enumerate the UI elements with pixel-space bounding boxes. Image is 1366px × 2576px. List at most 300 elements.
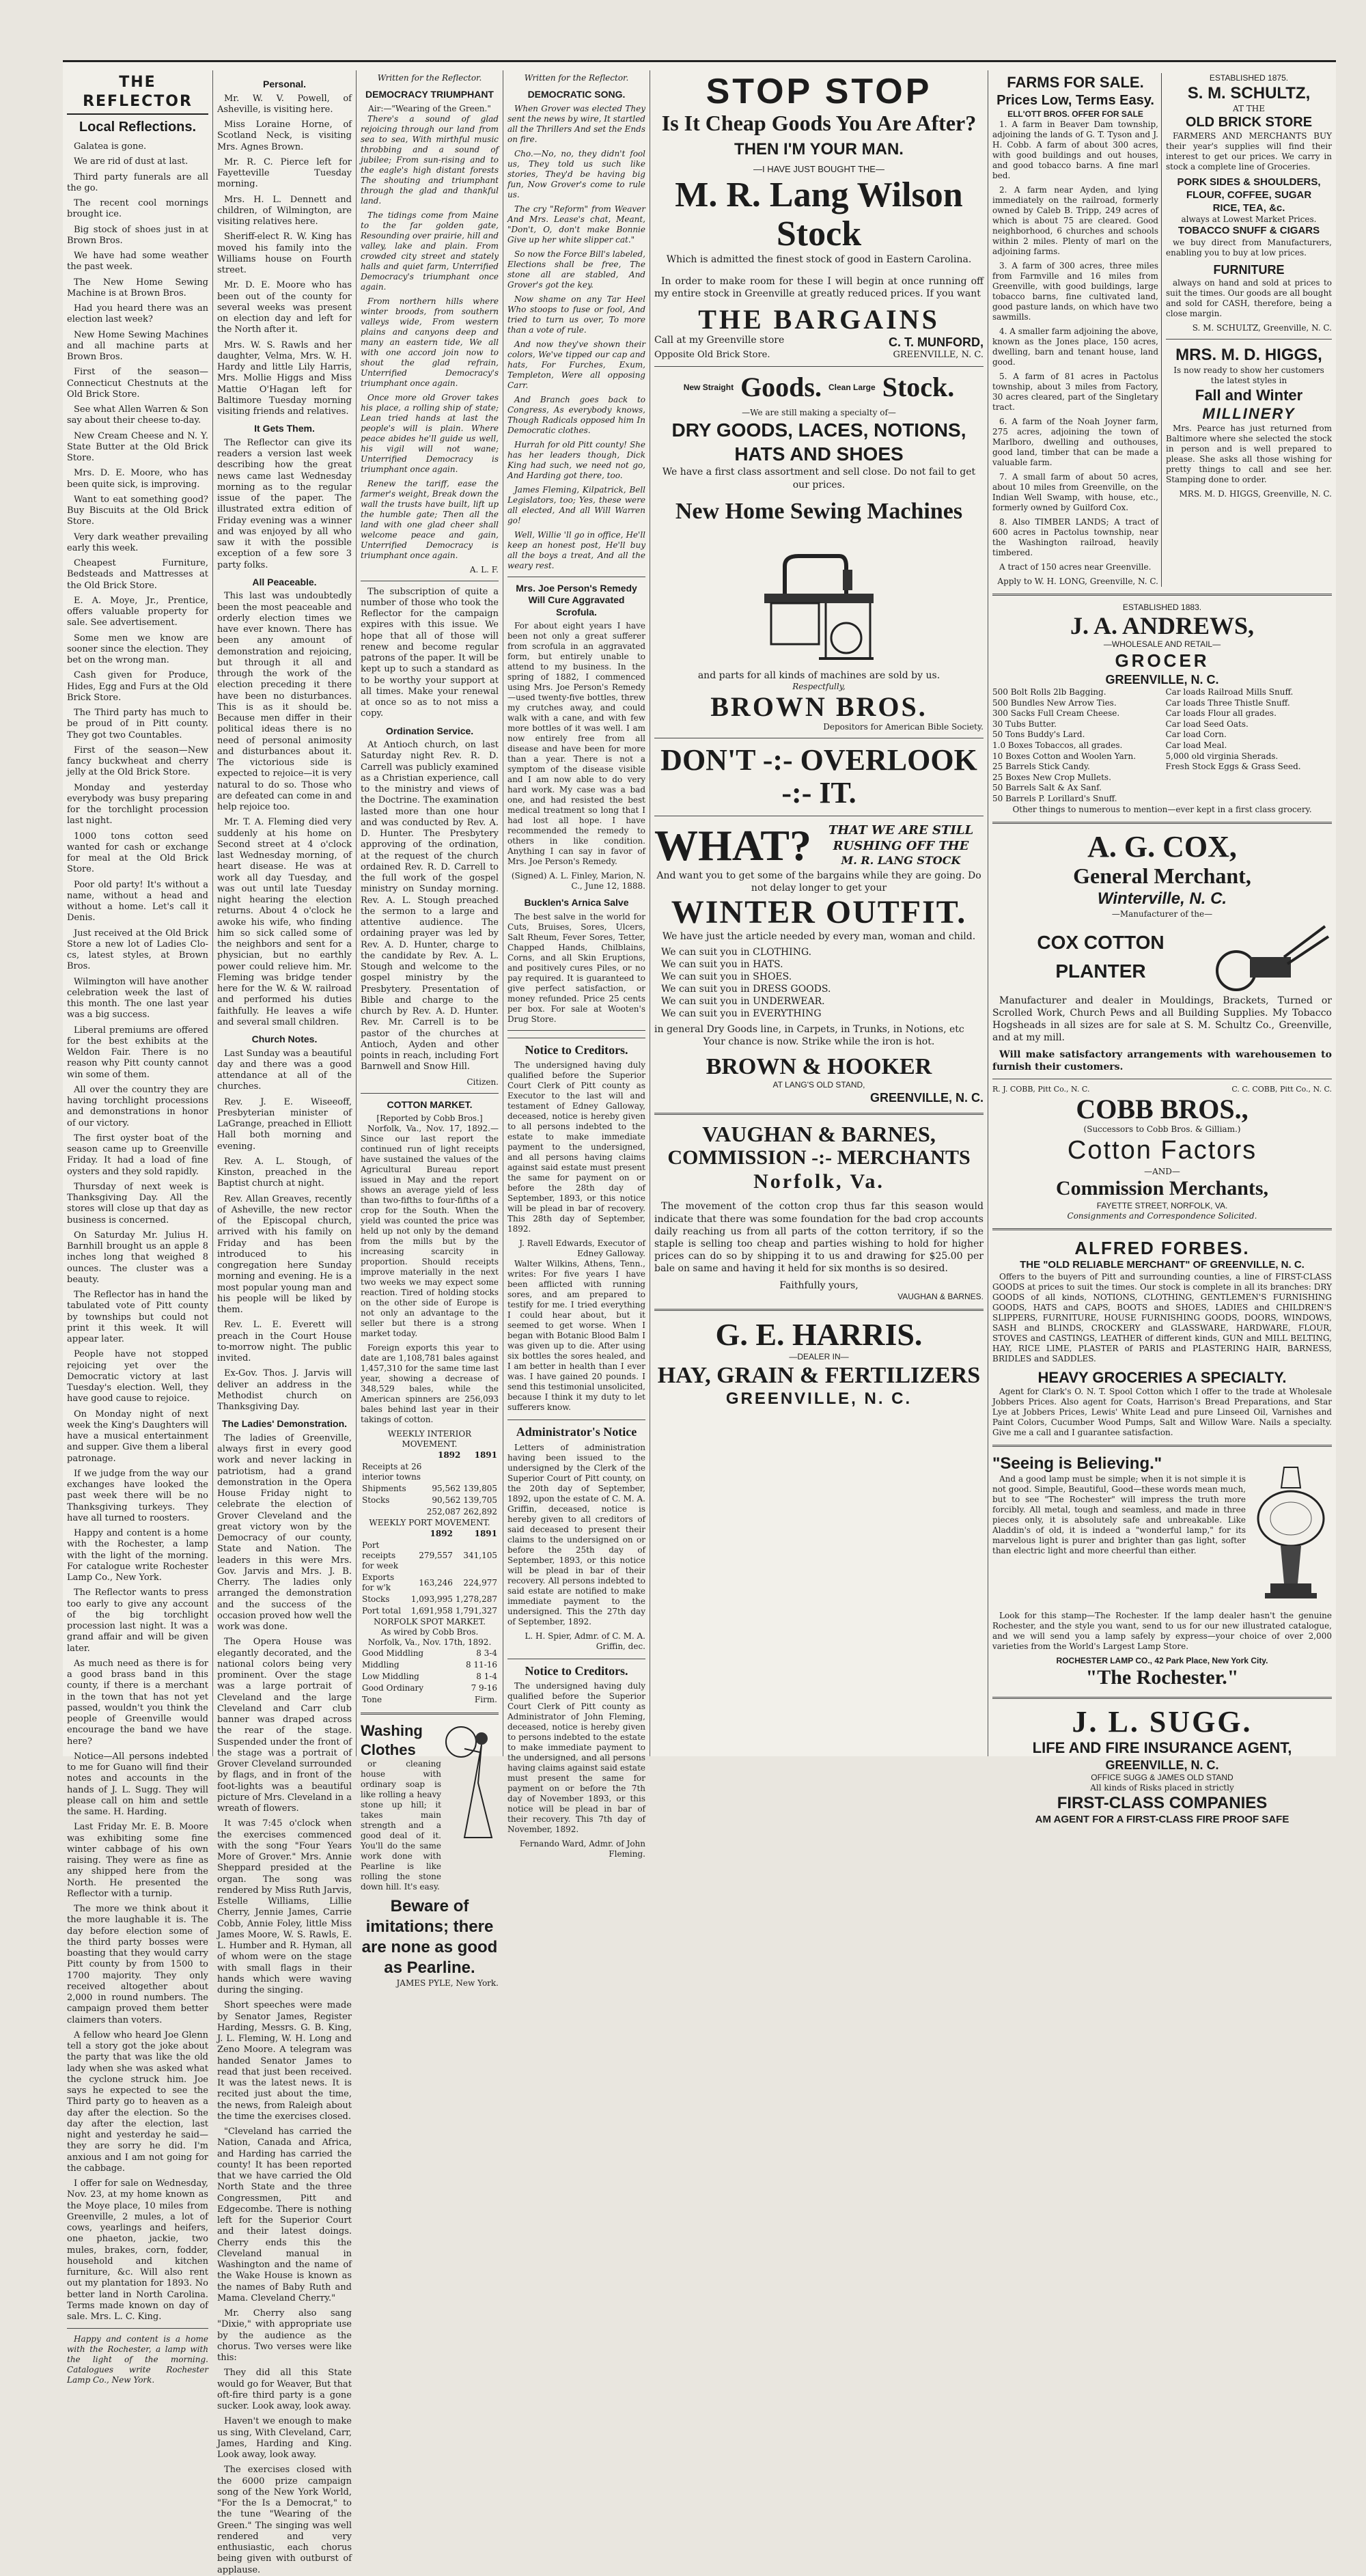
song-subtitle: Written for the Reflector.	[524, 73, 629, 83]
song-stanza: And Branch goes back to Congress, As everybody knows, Though Radicals opposed him In Democratic clothes.	[507, 394, 645, 435]
pearline-ad-body: or cleaning house with ordinary soap is like rolling a heavy stone up hill; it takes main strength and a good deal of it. You'll do the same work done with Pearline is like rolling the stone down hill. It's easy.	[361, 1759, 441, 1892]
bargains-heading: THE BARGAINS	[698, 303, 940, 335]
andrews-footer: Other things to numerous to mention—ever kept in a first class grocery.	[1012, 804, 1312, 814]
cox-town: Winterville, N. C.	[1097, 889, 1227, 908]
andrews-item: Car loads Three Thistle Snuff.	[1165, 697, 1290, 708]
andrews-item: 5,000 old virginia Sherads.	[1165, 751, 1279, 761]
poem-title: DEMOCRACY TRIUMPHANT	[365, 89, 494, 100]
andrews-item: Car loads Flour all grades.	[1165, 708, 1277, 719]
munford-row-2	[654, 350, 984, 361]
section-title-all-peaceable: All Peaceable.	[252, 576, 317, 587]
divider	[654, 366, 984, 367]
spot-market-sub: As wired by Cobb Bros.	[380, 1627, 479, 1637]
notice-creditors-title-2: Notice to Creditors.	[507, 1659, 645, 1679]
local-item: I offer for sale on Wednesday, Nov. 23, at my home known as the Moye place, 10 miles from Greenville, 2 mules, a lot of cows, yearlings and heifers, one phaeton, jackie, two mules, brakes, corn, fodder, household and kitchen furniture, &c. Will also rent out my plantation for 1893. No better land in North Carolina. Terms made known on day of sale. Mrs. L. C. King.	[67, 2178, 208, 2322]
local-item: The Reflector has in hand the tabulated vote of Pitt county by townships but could not print it this week. It will appear later.	[67, 1290, 208, 1344]
local-item: Poor old party! It's without a name, without a head and without a home. Let's call it Denis.	[67, 879, 208, 924]
rochester-footer-note: Happy and content is a home with the Rochester, a lamp with the light of the morning. Catalogues write Rochester Lamp Co., New York.	[67, 2334, 208, 2385]
andrews-name: J. A. ANDREWS,	[1070, 611, 1255, 639]
table-cell: Port total	[362, 1606, 402, 1616]
general-goods-text: in general Dry Goods line, in Carpets, in Trunks, in Notions, etc	[654, 1023, 964, 1035]
local-item: If we judge from the way our exchanges have looked the past week there will be no Thanksgiving turkeys. They have all turned to roosters.	[67, 1468, 208, 1523]
notice-creditors-text-2: The undersigned having duly qualified before the Superior Court Clerk of Pitt county as Administrator of John Fleming, deceased, notice is hereby given to persons indebted to the estate to make immediate payment to the undersigned, and all persons having claims against said estate must present the same for payment on or before the 7th day of November 1893, or this notice will be plead in bar of their recovery. This 7th day of November, 1892.	[507, 1681, 645, 1834]
divider	[992, 1228, 1332, 1230]
higgs-millinery: MILLINERY	[1202, 405, 1296, 422]
arnica-text: The best salve in the world for Cuts, Bruises, Sores, Ulcers, Salt Rheum, Fever Sores, Tetter, Chapped Hands, Chilblains, Corns, and all Skin Eruptions, and positively cures Piles, or no pay required. It is guaranteed to give perfect satisfaction, or money refunded. Price 25 cents per box. For sale at Wooten's Drug Store.	[507, 911, 645, 1024]
forbes-name: ALFRED FORBES.	[1074, 1237, 1250, 1258]
scrofula-text: For about eight years I have been not only a great sufferer from scrofula in an aggravated form, but entirely unable to attend to my business. In the spring of 1882, I commenced using Mrs. Joe Person's Remedy—used twenty-five bottles, threw my crutches away, and could walk with a cane, and with few more bottles of it was well. I am now entirely free from all disease and have been for more than a year. There is not a symptom of the disease visible and I am now able to do very hard work. My case was a bad one, and had resisted the best medical treatment so long that I had lost all hope. I have recommended the remedy to others in like condition. Anything I can say in favor of Mrs. Joe Person's Remedy.	[507, 621, 645, 866]
song-stanza: When Grover was elected They sent the news by wire, It startled all the Thrillers And set the Ends on fire.	[507, 103, 645, 144]
divider	[992, 1697, 1332, 1699]
local-item: Wilmington will have another celebration week the last of this month. The one last year was a big success.	[67, 976, 208, 1021]
table-cell: 224,977	[463, 1577, 497, 1588]
andrews-item: 25 Barrels Stick Candy.	[992, 762, 1090, 772]
local-item: Big stock of shoes just in at Brown Bros.	[67, 224, 208, 246]
sugg-office: OFFICE SUGG & JAMES OLD STAND	[1091, 1773, 1233, 1783]
section-title-it-gets-them: It Gets Them.	[254, 423, 315, 434]
cobb-name: COBB BROS.,	[1076, 1093, 1249, 1124]
pearline-ad	[361, 1721, 499, 1896]
forbes-agent: Agent for Clark's O. N. T. Spool Cotton which I offer to the trade at Wholesale Jobbers Prices. Also agent for Coats, Harrison's Bread Preparations, and Star Lye at Jobbers Prices, Lewis' White Lead and pure Linseed Oil, Varnishes and Paint Colors, Cucumber Wood Pumps, Salt and Willow Ware. Nails a specialty. Give me a call and I guarantee satisfaction.	[992, 1387, 1332, 1438]
poem-stanza: The tidings come from Maine to the far golden gate, Resounding over prairie, hill and valley, lake and plain. From crowded city street and stately halls and quiet farm, Unterrified Democracy's triumphant once again.	[361, 210, 499, 292]
church-note: Rev. J. E. Wiseeoff, Presbyterian minister of LaGrange, preached in Elliott Hall both morning and evening.	[217, 1096, 352, 1152]
ordination-signature: Citizen.	[466, 1077, 499, 1087]
munford-name: C. T. MUNFORD,	[889, 335, 984, 349]
personal-item: Mr. D. E. Moore who has been out of the county for several weeks was present on election day and left for the North after it.	[217, 280, 352, 335]
table-cell: 1,278,287	[455, 1594, 497, 1604]
column-ads-right	[988, 70, 1336, 1826]
port-movement-table	[361, 1528, 499, 1617]
table-row	[361, 1461, 499, 1483]
poem-signature: A. L. F.	[469, 564, 499, 574]
table-cell: 139,705	[463, 1495, 497, 1505]
andrews-item: Fresh Stock Eggs & Grass Seed.	[1165, 762, 1301, 772]
local-item: On Saturday Mr. Julius H. Barnhill brought us an apple 8 inches long that weighed 8 ounces. The cluster was a beauty.	[67, 1230, 208, 1285]
schultz-higgs-ads	[1166, 73, 1332, 587]
andrews-item: Car loads Railroad Mills Snuff.	[1165, 687, 1294, 697]
farms-apply: Apply to W. H. LONG, Greenville, N. C.	[997, 576, 1158, 586]
seeing-dealer-text: Look for this stamp—The Rochester. If the lamp dealer hasn't the genuine Rochester, and the style you want, send to us for our new illustrated catalogue, and we will send you a lamp safely by express—your choice of over 2,000 varieties from the World's Largest Lamp Store.	[992, 1611, 1332, 1652]
pearline-beware: Beware of imitations; there are none as good as Pearline.	[361, 1897, 498, 1977]
local-item: Notice—All persons indebted to me for Guano will find their notes and accounts in the hands of J. L. Sugg. They will please call on him and settle the same. H. Harding.	[67, 1751, 208, 1817]
suits-list	[661, 946, 984, 1021]
andrews-item: Car load Seed Oats.	[1165, 719, 1249, 729]
andrews-list-right	[1166, 687, 1333, 805]
andrews-item: 300 Sacks Full Cream Cheese.	[992, 708, 1120, 719]
farm-listing: 4. A smaller farm adjoining the above, known as the Jones place, 150 acres, dwelling, barn and tenant house, land good.	[992, 326, 1158, 367]
seeing-believing-text: And a good lamp must be simple; when it is not simple it is not good. Simple, Beautiful, Good—these words mean much, but to see "The Rochester" will impress the truth more forcibly. All metal, tough and seamless, and made in three pieces only, it is absolutely safe and unbreakable. Like Aladdin's of old, it is indeed a "wonderful lamp," for its marvelous light is purer and brighter than gas light, softer than electric light and more cheerful than either.	[992, 1474, 1246, 1556]
lang-wilson-stock-desc: Which is admitted the finest stock of good in Eastern Carolina.	[666, 254, 972, 266]
table-header-cell: 1892	[437, 1450, 461, 1460]
cobb-consignments: Consignments and Correspondence Solicited.	[1067, 1210, 1257, 1221]
table-header-cell	[361, 1450, 426, 1461]
poem-subtitle: Written for the Reflector.	[377, 73, 482, 83]
spot-market-table	[361, 1648, 499, 1706]
local-item: E. A. Moye, Jr., Prentice, offers valuable property for sale. See advertisement.	[67, 595, 208, 628]
ladies-demo-paragraph: The exercises closed with the 6000 prize campaign song of the New York World, "For the Is a Democrat," to the tune "Wearing of the Green." The singing was well rendered and very enthusiastic, each chorus being given with outburst of applause.	[217, 2465, 352, 2575]
local-item: On Monday night of next week the King's Daughters will have a musical entertainment and supper. Give them a liberal patronage.	[67, 1409, 208, 1464]
table-header-cell	[361, 1528, 410, 1540]
sugg-safe: AM AGENT FOR A FIRST-CLASS FIRE PROOF SAFE	[1035, 1814, 1290, 1826]
table-cell: 163,246	[419, 1577, 453, 1588]
port-movement-title: WEEKLY PORT MOVEMENT.	[369, 1518, 490, 1527]
suit-line: We can suit you in UNDERWEAR.	[661, 996, 825, 1008]
table-cell: 8 1-4	[476, 1672, 497, 1681]
local-item: We are rid of dust at last.	[74, 156, 189, 167]
local-item: People have not stopped rejoicing yet over the Democratic victory at last Tuesday's election. Well, they have good cause to rejoice.	[67, 1349, 208, 1404]
pearline-signature: JAMES PYLE, New York.	[396, 1978, 499, 1988]
new-goods-line	[654, 372, 984, 402]
brown-hooker-town: GREENVILLE, N. C.	[869, 1091, 984, 1105]
farm-listing: 8. Also TIMBER LANDS; A tract of 600 acres in Pactolus township, near the Washington railroad, heavily timbered.	[992, 516, 1158, 557]
farms-list	[992, 120, 1158, 572]
pearline-ad-title: Washing Clothes	[361, 1722, 423, 1758]
church-note: Ex-Gov. Thos. J. Jarvis will deliver an address in the Methodist church on Thanksgiving Day.	[217, 1368, 352, 1412]
higgs-name: MRS. M. D. HIGGS,	[1175, 345, 1322, 364]
cheap-goods-question: Is It Cheap Goods You Are After?	[661, 110, 977, 135]
schultz-furniture-text: always on hand and sold at prices to suit the times. Our goods are all bought and sold for CASH, therefore, being a close margin.	[1166, 277, 1332, 318]
new-straight-label: New Straight	[683, 382, 734, 392]
andrews-town: GREENVILLE, N. C.	[1105, 672, 1219, 687]
andrews-established: ESTABLISHED 1883.	[1122, 602, 1202, 612]
farm-listing: 7. A small farm of about 50 acres, about 10 miles from Greenville, on the Indian Well Swamp, with house, etc., formerly owned by Guilford Cox.	[992, 471, 1158, 512]
local-item: The first oyster boat of the season came up to Greenville Friday. It had a load of fine oysters and they sold rapidly.	[67, 1133, 208, 1177]
schultz-item-2: FLOUR, COFFEE, SUGAR	[1186, 189, 1312, 201]
divider	[67, 2328, 208, 2329]
ladies-demonstration-text	[217, 1433, 352, 2576]
cotton-market-reporter: [Reported by Cobb Bros.]	[376, 1113, 483, 1123]
local-item: Liberal premiums are offered for the best exhibits at the Weldon Fair. There is no reason why Pitt county cannot win some of them.	[67, 1025, 208, 1080]
table-cell: Tone	[362, 1695, 382, 1704]
stock-label: Stock.	[882, 372, 955, 403]
notice-creditors-text-1: The undersigned having duly qualified before the Superior Court Clerk of Pitt county as Executor to the last will and testament of Edney Galloway, deceased, notice is hereby given to all persons indebted to the estate to make immediate payment to the undersigned, and all persons having claims against said estate must present the same for payment on or before the 28th day of September, 1893, or this notice will be plead in bar of recovery. This 28th day of September, 1892.	[507, 1060, 645, 1234]
schultz-lowest: always at Lowest Market Prices.	[1181, 214, 1317, 225]
local-item: See what Allen Warren & Son say about their cheese to-day.	[67, 404, 208, 426]
dont-overlook-heading: DON'T -:- OVERLOOK -:- IT.	[660, 743, 977, 810]
local-item: 1000 tons cotton seed wanted for cash or exchange for meal at the Old Brick Store.	[67, 831, 208, 875]
what-right-1: THAT WE ARE STILL	[828, 823, 974, 838]
table-row	[361, 1682, 499, 1694]
andrews-list-left	[992, 687, 1159, 805]
testimonial-text: Walter Wilkins, Athens, Tenn., writes: For five years I have been afflicted with running sores, and am prepared to testify for me. I tried everything I could hear about, but it seemed to get worse. When I began with Botanic Blood Balm I was given up to die. After using six bottles the sores healed, and I am better in health than I ever was. I have gained 20 pounds. I send this testimonial unsolicited, because I think it my duty to let sufferers know.	[507, 1259, 645, 1412]
andrews-item: 50 Tons Buddy's Lard.	[992, 730, 1085, 740]
notice-creditors-title-1: Notice to Creditors.	[507, 1038, 645, 1058]
what-right-3: M. R. LANG STOCK	[841, 854, 961, 868]
andrews-item: 1.0 Boxes Tobaccos, all grades.	[992, 740, 1123, 751]
faithfully: Faithfully yours,	[779, 1279, 859, 1291]
rochester-company: ROCHESTER LAMP CO., 42 Park Place, New York City.	[1056, 1656, 1268, 1666]
local-item: Just received at the Old Brick Store a new lot of Ladies Clo-cs, latest styles, at Brown Bros.	[67, 928, 208, 972]
personal-item: Mr. R. C. Pierce left for Fayetteville Tuesday morning.	[217, 156, 352, 190]
cox-planter-row	[992, 919, 1332, 995]
table-cell: 8 11-16	[465, 1660, 497, 1670]
local-item: Some men we know are sooner since the election. They bet on the wrong man.	[67, 633, 208, 665]
local-item: The Reflector wants to press too early to give any account of the big torchlight procession last night. It was a grand affair and will be given later.	[67, 1588, 208, 1654]
table-header-cell: 1891	[474, 1450, 497, 1460]
column-democracy	[357, 70, 503, 1988]
poem-stanza: From northern hills where winter broods, from southern valleys wide, From western plains and canyons deep and many an eastern tide, We all with one accord join now to shout the glad refrain, Unterrified Democracy's triumphant once again.	[361, 296, 499, 388]
divider	[654, 1113, 984, 1115]
farms-prices: Prices Low, Terms Easy.	[996, 92, 1154, 108]
vaughan-barnes-name: VAUGHAN & BARNES,	[702, 1121, 936, 1146]
divider	[507, 1030, 645, 1031]
needed-text: We have just the article needed by every man, woman and child.	[662, 931, 976, 943]
what-row	[654, 822, 984, 870]
make-room-text: In order to make room for these I will begin at once running off my entire stock in Greenville at greatly reduced prices. If you want	[654, 276, 984, 300]
sugg-risks: All kinds of Risks placed in strictly	[1090, 1783, 1234, 1793]
column-ads-center	[650, 70, 988, 1756]
brown-bros-name: BROWN BROS.	[710, 691, 928, 722]
table-cell: 262,892	[463, 1507, 497, 1516]
table-row	[361, 1648, 499, 1659]
church-note: Rev. A. L. Stough, of Kinston, preached in the Baptist church at night.	[217, 1156, 352, 1189]
lang-wilson-stock-title: M. R. Lang Wilson Stock	[675, 175, 963, 253]
table-row	[361, 1483, 499, 1495]
local-item: The recent cool mornings brought ice.	[67, 198, 208, 220]
table-cell: 90,562	[432, 1495, 461, 1505]
poem-stanza: Renew the tariff, ease the farmer's weight, Break down the wall the trusts have built, lift up the humble gate; Then all the land with one glad cheer shall welcome peace and gain, Unterrified Democracy is triumphant once again.	[361, 478, 499, 560]
what-heading: WHAT?	[654, 820, 811, 870]
want-bargains-text: And want you to get some of the bargains while they are going. Do not delay longer to get your	[656, 870, 981, 894]
song-stanzas	[507, 104, 645, 571]
table-cell: 252,087	[426, 1507, 461, 1516]
table-row	[361, 1605, 499, 1617]
machine-parts-text: and parts for all kinds of machines are sold by us.	[697, 669, 940, 681]
chance-text: Your chance is now. Strike while the iron is hot.	[703, 1036, 935, 1047]
local-item: The New Home Sewing Machine is at Brown Bros.	[67, 277, 208, 299]
brown-hooker-name: BROWN & HOOKER	[706, 1054, 932, 1080]
harris-name: G. E. HARRIS.	[715, 1316, 923, 1352]
ladies-demo-paragraph: It was 7:45 o'clock when the exercises commenced with the song "Four Years More of Grover." Mrs. Annie Sheppard presided at the organ. The song was rendered by Miss Ruth Jarvis, Estelle Williams, Lillie Cherry, Jennie James, Carrie Cobb, Annie Foley, little Miss James Moore, W. S. Rawls, E. L. Humber and R. Hyman, all of whom were on the stage with small flags in their hands which were waving during the singing.	[217, 1818, 352, 1995]
higgs-text: Mrs. Pearce has just returned from Baltimore where she selected the stock in person and is well prepared to please. She asks all those wishing for pretty things to call and see her. Stamping done to order.	[1166, 423, 1332, 484]
opposite-store-text: Opposite Old Brick Store.	[654, 350, 770, 361]
rochester-lamp-illustration-icon	[1250, 1454, 1332, 1611]
table-row	[361, 1694, 499, 1706]
section-title-ordination: Ordination Service.	[385, 725, 474, 736]
table-cell: 8 3-4	[476, 1648, 497, 1658]
cox-name: A. G. COX,	[1087, 829, 1237, 863]
local-item: Cash given for Produce, Hides, Egg and Furs at the Old Brick Store.	[67, 670, 208, 703]
table-row	[361, 1506, 499, 1518]
andrews-wholesale: —WHOLESALE AND RETAIL—	[1103, 639, 1221, 650]
table-cell: Exports for w'k	[362, 1573, 395, 1592]
munford-town: GREENVILLE, N. C.	[893, 350, 984, 361]
vaughan-barnes-signature: VAUGHAN & BARNES.	[897, 1291, 984, 1301]
clean-large-label: Clean Large	[828, 382, 876, 392]
hay-grain-fertilizers: HAY, GRAIN & FERTILIZERS	[657, 1363, 981, 1389]
table-cell	[426, 1461, 462, 1483]
andrews-item: Car load Meal.	[1165, 740, 1227, 751]
cox-manufacturer: —Manufacturer of the—	[1111, 909, 1213, 919]
munford-row-1	[654, 335, 984, 350]
church-note: Rev. Allan Greaves, recently of Asheville, the new rector of the Episcopal church, arrived with his family on Friday and has been introduced to his congregation here Sunday morning and evening. He is a most popular young man and his people will be liked by them.	[217, 1193, 352, 1315]
table-cell: Stocks	[362, 1594, 390, 1604]
commission-merchants-heading: COMMISSION -:- MERCHANTS	[667, 1146, 971, 1169]
local-item: All over the country they are having torchlight processions and demonstrations in honor of our victory.	[67, 1084, 208, 1128]
local-item: First of the season—Connecticut Chestnuts at the Old Brick Store.	[67, 367, 208, 400]
local-item: New Home Sewing Machines and all machine parts at Brown Bros.	[67, 329, 208, 362]
table-cell: Middling	[362, 1660, 400, 1670]
schultz-item-1: PORK SIDES & SHOULDERS,	[1177, 176, 1321, 188]
masthead: THE REFLECTOR	[67, 73, 208, 115]
andrews-grocer: GROCER	[1115, 650, 1210, 671]
personal-item: Miss Loraine Horne, of Scotland Neck, is visiting Mrs. Agnes Brown.	[217, 120, 352, 152]
andrews-item: 10 Boxes Cotton and Woolen Yarn.	[992, 751, 1137, 761]
cotton-market-report: Norfolk, Va., Nov. 17, 1892.—Since our last report the continued run of light receipts have sustained the values of the Agricultural Bureau report issued in May and the report shows an average yield of less than two-fifths to four-fifths of a crop for the South. When the yield was counted the price was held up not only by the demand from the mills but by the increasing scarcity in proportion. Should receipts improve materially in the next two weeks we may expect some reaction. Tired of holding stocks on the other side of Europe is not only an advantage to the seller but there is a strong market today.	[361, 1124, 499, 1338]
andrews-item: Car load Corn.	[1165, 730, 1227, 740]
table-cell: 279,557	[419, 1551, 453, 1560]
respectfully: Respectfully,	[792, 681, 846, 691]
sugg-town: GREENVILLE, N. C.	[1105, 1758, 1219, 1772]
higgs-intro: Is now ready to show her customers the latest styles in	[1173, 365, 1324, 385]
cox-planter: COX COTTON PLANTER	[1037, 931, 1165, 982]
schultz-furniture: FURNITURE	[1213, 263, 1285, 277]
cox-text: Manufacturer and dealer in Mouldings, Brackets, Turned or Scrolled Work, Church Pews and all Building Supplies. My Tobacco Hogsheads in all sizes are for sale at S. M. Schultz Co., Greenville, and at my mill.	[992, 995, 1332, 1044]
andrews-item: 50 Barrels Salt & Ax Sanf.	[992, 783, 1102, 793]
local-item: Galatea is gone.	[74, 141, 147, 152]
divider	[361, 1093, 499, 1094]
call-store-text: Call at my Greenville store	[654, 334, 785, 346]
sugg-first-class: FIRST-CLASS COMPANIES	[1057, 1794, 1268, 1813]
ladies-demo-paragraph: They did all this State would go for Weaver, But that oft-fire third party is a gone sucker. Look away, look away.	[217, 2368, 352, 2411]
table-cell: Good Ordinary	[362, 1683, 424, 1693]
cotton-planter-illustration-icon	[1209, 919, 1332, 995]
column-personal	[213, 70, 357, 2575]
suit-line: We can suit you in DRESS GOODS.	[661, 984, 831, 995]
divider	[992, 594, 1332, 596]
schultz-name: S. M. SCHULTZ,	[1187, 84, 1311, 102]
section-title-ladies-demonstration: The Ladies' Demonstration.	[221, 1418, 348, 1430]
personal-item: Mrs. H. L. Dennett and children, of Wilmington, are visiting relatives here.	[217, 194, 352, 227]
forbes-text: Offers to the buyers of Pitt and surrounding counties, a line of FIRST-CLASS GOODS at prices to suit the times. Our stock is complete in all its branches: DRY GOODS of all kinds, NOTIONS, CLOTHING, GENTLEMEN'S FURNISHING GOODS, HATS and CAPS, BOOTS and SHOES, LADIES and CHILDREN'S SLIPPERS, FURNITURE, HOUSE FURNISHING GOODS, DOORS, WINDOWS, SASH and BLINDS, CROCKERY and GLASSWARE, HARDWARE, FLOUR, STOVES and CASTINGS, LEATHER of different kinds, GUN and MILL BELTING, HAY, RICE LIME, PLASTER of PARIS and PLASTERING HAIR, BARNESS, BRIDLES and SADDLES.	[992, 1271, 1332, 1363]
ordination-text: At Antioch church, on last Saturday night Rev. R. D. Carrell was publicly examined as a Christian experience, call to the ministry and views of the Doctrine. The examination lasted more than one hour and was conducted by Rev. A. D. Hunter. The Presbytery approving of the ordination, at the request of the church ordained Rev. R. D. Carrell to the full work of the gospel ministry on Sunday morning. Rev. A. L. Stough preached the sermon to a large and attentive audience. The ordaining prayer was led by Rev. A. D. Hunter, charge to the candidate by Rev. A. L. Stough and welcome to the gospel ministry by the Presbytery. Presentation of Bible and charge to the church by Rev. A. D. Hunter. Rev. Mr. Carrell is to be pastor of the churches at Antioch, Ayden and other points in reach, including Fort Barnwell and Snow Hill.	[361, 740, 499, 1072]
divider	[992, 822, 1332, 824]
cotton-market-report-2: Foreign exports this year to date are 1,108,781 bales against 1,457,310 for the same time last year, showing a decrease of 348,529 bales, while the American spinners are 256,093 bales behind last year in their takings of cotton.	[361, 1343, 499, 1424]
higgs-fall-winter: Fall and Winter	[1195, 386, 1303, 404]
local-item: Third party funerals are all the go.	[67, 171, 208, 193]
section-title-local: Local Reflections.	[79, 120, 197, 135]
notice-creditors-sign-2: Fernando Ward, Admr. of John Fleming.	[519, 1839, 645, 1859]
andrews-item: 50 Barrels P. Lorillard's Snuff.	[992, 794, 1117, 804]
divider	[654, 1309, 984, 1311]
farm-listing: 5. A farm of 81 acres in Pactolus township, about 3 miles from Factory, 30 acres cleared, part of the Singletary tract.	[992, 371, 1158, 412]
cotton-market-title: COTTON MARKET.	[387, 1098, 473, 1110]
table-row	[361, 1540, 499, 1572]
spot-market-dateline: Norfolk, Va., Nov. 17th, 1892.	[367, 1637, 492, 1647]
table-row	[361, 1572, 499, 1594]
farm-listing: 1. A farm in Beaver Dam township, adjoining the lands of G. T. Tyson and J. H. Cobb. A farm of about 300 acres, with good buildings and out houses, and good tobacco barns. A fine marl bed.	[992, 119, 1158, 180]
schultz-store: OLD BRICK STORE	[1185, 115, 1313, 130]
table-cell: 341,105	[463, 1551, 497, 1560]
local-item: Last Friday Mr. E. B. Moore was exhibiting some fine winter cabbage of his own raising. They were as fine as any shipped here from the North. He presented the Reflector with a turnip.	[67, 1822, 208, 1899]
schultz-tobacco: TOBACCO SNUFF & CIGARS	[1177, 225, 1320, 237]
all-peaceable-text: This last was undoubtedly been the most peaceable and orderly election times we have ever known. There has been any amount of demonstration and rejoicing, but through it all and through the work of the election preceding it there have been no disturbances. This is as it should be. Because men differ in their political ideas there is no need of personal animosity and disturbances about it. The victorious side is expected to rejoice—it is very natural to do so. Those who are defeated can come in and help rejoice too.	[217, 591, 352, 812]
just-bought-line: —I HAVE JUST BOUGHT THE—	[753, 164, 884, 175]
farms-ad	[992, 73, 1162, 587]
cobb-partner-left: R. J. COBB, Pitt Co., N. C.	[992, 1084, 1090, 1094]
table-header-row	[361, 1450, 499, 1461]
church-note: Last Sunday was a beautiful day and there was a good attendance at all of the churches.	[217, 1048, 352, 1092]
it-gets-them-text: The Reflector can give its readers a version last week describing how the great news came last Wednesday morning as to the regular issue of the paper. The illustrated extra edition of Friday evening was a winner and was enjoyed by all who saw it with the possible exception of a few sore 3 party folks.	[217, 437, 352, 570]
divider	[1166, 339, 1332, 340]
ladies-demo-paragraph: The Opera House was elegantly decorated, and the national colors being very prominent. Over the stage was a large portrait of Cleveland and the large Cleveland and Carr club banner was draped across the rear of the stage. Suspended under the front of the stage was a portrait of Grover Cleveland surrounded by flags, and in front of the foot-lights was a beautiful picture of Mrs. Cleveland in a wreath of flowers.	[217, 1637, 352, 1814]
schultz-intro: FARMERS AND MERCHANTS BUY their year's supplies will find their interest to get our prices. We carry in stock a complete line of Groceries.	[1166, 131, 1332, 171]
schultz-at: AT THE	[1232, 104, 1266, 113]
song-stanza: James Fleming, Kilpatrick, Bell Legislators, too; Yes, these were all elected, And all Will Warren go!	[507, 484, 645, 525]
table-row	[361, 1659, 499, 1671]
table-cell: Firm.	[474, 1695, 497, 1704]
arnica-title: Bucklen's Arnica Salve	[524, 897, 629, 908]
andrews-item: 25 Boxes New Crop Mullets.	[992, 772, 1111, 782]
local-item: We have had some weather the past week.	[67, 251, 208, 273]
local-paragraphs	[67, 141, 208, 2323]
local-item: Happy and content is a home with the Rochester, a lamp with the light of the morning. For catalogue write Rochester Lamp Co., New York.	[67, 1528, 208, 1583]
section-title-church-notes: Church Notes.	[251, 1034, 318, 1044]
table-cell: Receipts at 26 interior towns	[362, 1462, 422, 1482]
farm-listing: A tract of 150 acres near Greenville.	[999, 562, 1152, 572]
personal-item: Sheriff-elect R. W. King has moved his family into the Williams house on Fourth street.	[217, 232, 352, 275]
farm-listing: 3. A farm of 300 acres, three miles from Farmville and 16 miles from Greenville, with good buildings, large tobacco barns, fine cultivated land, good pasture lands, on which have two sawmills.	[992, 260, 1158, 322]
table-cell: 139,805	[463, 1484, 497, 1493]
column-democratic-song	[503, 70, 650, 1859]
song-stanza: And now they've shown their colors, We've tipped our cap and hats, For Furches, Exum, Templeton, Were all opposing Carr.	[507, 339, 645, 390]
church-note: Rev. L. E. Everett will preach in the Court House to-morrow night. The public invited.	[217, 1320, 352, 1363]
table-cell	[361, 1506, 426, 1518]
column-local-reflections	[63, 70, 213, 2385]
table-row	[361, 1594, 499, 1605]
song-stanza: Cho.—No, no, they didn't fool us, They told us such like stories, They'd be having big fun, Now Grover's come to rule us.	[507, 148, 645, 199]
table-row	[361, 1671, 499, 1682]
interior-movement-title: WEEKLY INTERIOR MOVEMENT.	[387, 1429, 472, 1449]
local-item: Monday and yesterday everybody was busy preparing for the torchlight procession last night.	[67, 782, 208, 827]
cobb-successors: (Successors to Cobb Bros. & Gilliam.)	[1083, 1124, 1241, 1134]
interior-movement-table	[361, 1450, 499, 1518]
administrator-notice-text: Letters of administration having been issued to the undersigned by the Clerk of the Superior Court of Pitt county, on the 20th day of September, 1892, upon the estate of C. M. A. Griffin, deceased, notice is hereby given to all creditors of said deceased to present their claims to the undersigned on or before the 25th day of September, 1893, or this notice will be plead in bar of their recovery. All persons indebted to said estate are notified to make immediate payment to the undersigned. This the 27th day of September, 1892.	[507, 1442, 645, 1626]
table-cell: Shipments	[362, 1484, 406, 1493]
sewing-machine-illustration-icon	[744, 529, 894, 665]
divider	[992, 1445, 1332, 1447]
schultz-signature: S. M. SCHULTZ, Greenville, N. C.	[1192, 322, 1332, 333]
poem-stanza: Once more old Grover takes his place, a rolling ship of state; Lean tried hands at last the people's will is plain. Where peace abides he'll guide us well, his vigil will not wane; Unterrified Democracy is triumphant once again.	[361, 392, 499, 474]
stop-stop-heading: STOP STOP	[706, 72, 932, 111]
suit-line: We can suit you in EVERYTHING	[661, 1008, 822, 1020]
table-header-cell: 1892	[430, 1529, 453, 1538]
local-item: A fellow who heard Joe Glenn tell a story got the joke about the party that was like the old lady when she was asked what the cyclone struck him. Joe says he expected to see the Third party go to heaven as a day after the election. So the day after the election, last night and yesterday he said—they are sorry he did. I'm anxious and I am not going for the cabbage.	[67, 2030, 208, 2174]
song-stanza: The cry "Reform" from Weaver And Mrs. Lease's chat, Meant, "Don't, O, don't make Bonnie Give up her white slipper cat."	[507, 204, 645, 245]
local-item: Thursday of next week is Thanksgiving Day. All the stores will close up that day as business is concerned.	[67, 1181, 208, 1225]
andrews-lists	[992, 687, 1332, 805]
vaughan-barnes-text: The movement of the cotton crop thus far this season would indicate that there was some foundation for the bad crop accounts daily reaching us from all parts of the cotton territory, if so the staple is selling too cheap and parties wishing to hold for higher prices can do so by shipping it to us and drawing for $25.00 per bale on same and having it held for six months is so desired.	[654, 1201, 984, 1275]
forbes-heavy-groceries: HEAVY GROCERIES A SPECIALTY.	[1037, 1368, 1287, 1386]
schultz-item-3: RICE, TEA, &c.	[1212, 202, 1285, 214]
andrews-item: 500 Bundles New Arrow Ties.	[992, 697, 1117, 708]
table-cell: Low Middling	[362, 1672, 419, 1681]
local-item: As much need as there is for a good brass band in this county, if there is a merchant in the town that has not yet passed, wouldn't you think the people of Greenville would encourage the band we have here?	[67, 1658, 208, 1747]
song-stanza: Hurrah for old Pitt county! She has her leaders though, Dick King had such, we need not go, And Harding got there, too.	[507, 439, 645, 480]
personal-item: Mr. W. V. Powell, of Asheville, is visiting here.	[217, 93, 352, 115]
poem-stanza: There's a sound of glad rejoicing through our land from sea to sea, With mirthful music throbbing and a sound of jubilee; From sun-rising and to the eagle's high distant forests The shouting and triumphant through the glad and thankful land.	[361, 113, 499, 206]
spot-market-title: NORFOLK SPOT MARKET.	[373, 1617, 486, 1626]
song-stanza: Well, Willie 'll go in office, He'll keep an honest post, He'll buy all the boys a treat, And all the weary rest.	[507, 529, 645, 570]
ladies-demo-paragraph: "Cleveland has carried the Nation, Canada and Africa, and Harding has carried the county! It has been reported that we have carried the Old North State and the three Congressmen, Pitt and Edgecombe. There is nothing left for the Superior Court and their latest doings. Cherry ends this the Cleveland manual in Washington and the name of the Wake House is known as the names of Baby Ruth and Mama. Cleveland Cherry."	[217, 2127, 352, 2303]
harris-dealer: —DEALER IN—	[789, 1352, 849, 1362]
table-cell: 1,691,958	[410, 1606, 453, 1616]
schultz-established: ESTABLISHED 1875.	[1209, 73, 1289, 83]
what-right-text	[818, 823, 984, 868]
bible-society-note: Depositors for American Bible Society.	[823, 721, 984, 732]
higgs-signature: MRS. M. D. HIGGS, Greenville, N. C.	[1179, 488, 1332, 499]
table-cell: Good Middling	[362, 1648, 424, 1658]
